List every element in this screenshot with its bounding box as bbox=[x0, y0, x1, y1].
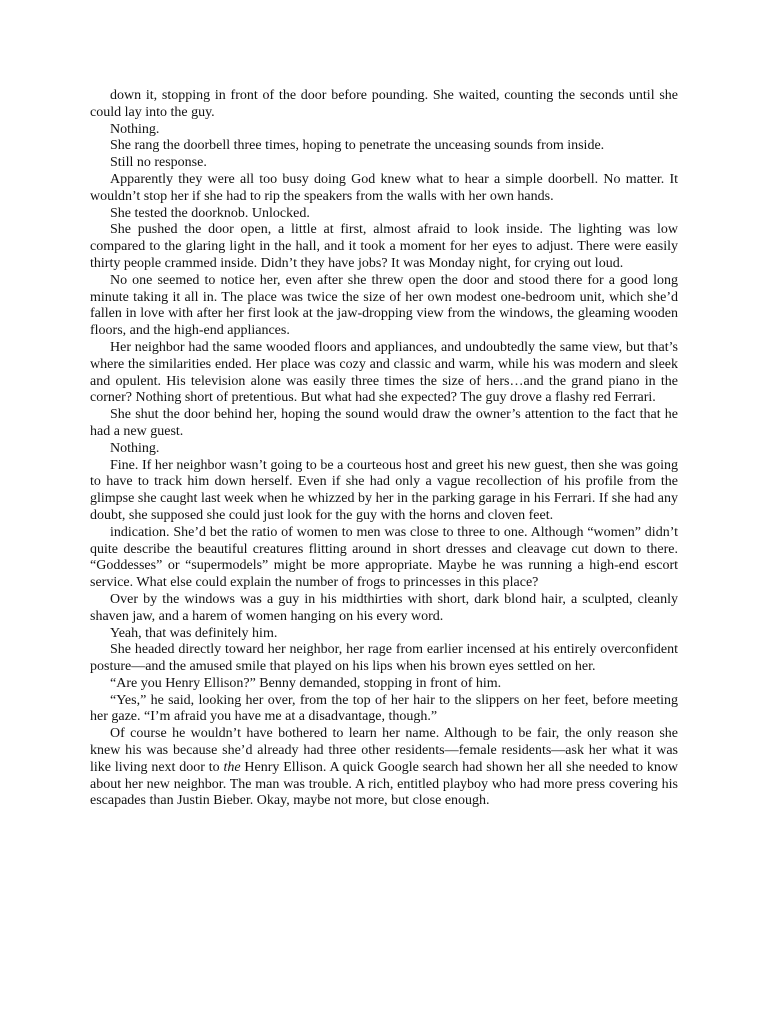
paragraph: Her neighbor had the same wooded floors and appliances, and undoubtedly the same view, but that’s where the similarities ended. Her place was cozy and classic and warm, while his was modern and sleek and opulent. His television alone was easily three times the size of hers…and the grand piano in the corner? Nothing short of pretentious. But what had she expected? The guy drove a flashy red Ferrari. bbox=[90, 339, 678, 406]
paragraph: Still no response. bbox=[110, 155, 207, 171]
paragraph: She shut the door behind her, hoping the sound would draw the owner’s attention to the fact that he had a new guest. bbox=[90, 407, 678, 439]
emphasized-word: the bbox=[223, 759, 241, 775]
paragraph: No one seemed to notice her, even after she threw open the door and stood there for a good long minute taking it all in. The place was twice the size of her own modest one-bedroom unit, which she’d fallen in love with after her first look at the jaw-dropping view from the windows, the gleaming wooden floors, and the high-end appliances. bbox=[90, 272, 678, 339]
paragraph-last bbox=[90, 726, 678, 810]
paragraph: “Yes,” he said, looking her over, from the top of her hair to the slippers on her feet, before meeting her gaze. “I’m afraid you have me at a disadvantage, though.” bbox=[90, 692, 678, 725]
paragraph: “Are you Henry Ellison?” Benny demanded, stopping in front of him. bbox=[110, 675, 502, 691]
paragraph: She headed directly toward her neighbor, her rage from earlier incensed at his entirely overconfident posture—and the amused smile that played on his lips when his brown eyes settled on her. bbox=[90, 642, 678, 675]
paragraph: She rang the doorbell three times, hoping to penetrate the unceasing sounds from inside. bbox=[110, 138, 605, 154]
paragraph: She tested the doorknob. Unlocked. bbox=[110, 205, 310, 221]
paragraph: Yeah, that was definitely him. bbox=[110, 625, 278, 641]
paragraph: indication. She’d bet the ratio of women to men was close to three to one. Although “women” didn’t quite describe the beautiful creatures flitting around in short dresses and cleavage cut down to there. “Goddesses” or “supermodels” might be more appropriate. Maybe he was running a high-end escort service. What else could explain the number of frogs to princesses in this place? bbox=[90, 524, 678, 591]
document-page bbox=[90, 88, 678, 810]
paragraph-text: Of course he wouldn’t have bothered to learn her name. Although to be fair, the only reason she knew his was because she’d already had three other residents—female residents—ask her what it was like living next door to bbox=[90, 726, 678, 775]
paragraph: Fine. If her neighbor wasn’t going to be a courteous host and greet his new guest, then she was going to have to track him down herself. Even if she had only a vague recollection of his profile from the glimpse she caught last week when he whizzed by her in the parking garage in his Ferrari. If she had any doubt, she supposed she could just look for the guy with the horns and cloven feet. bbox=[90, 457, 678, 523]
paragraph: down it, stopping in front of the door before pounding. She waited, counting the seconds until she could lay into the guy. bbox=[90, 88, 678, 120]
paragraph: Nothing. bbox=[110, 121, 160, 137]
paragraph: She pushed the door open, a little at first, almost afraid to look inside. The lighting was low compared to the glaring light in the hall, and it took a moment for her eyes to adjust. There were easily thirty people crammed inside. Didn’t they have jobs? It was Monday night, for crying out loud. bbox=[90, 222, 678, 271]
paragraph: Over by the windows was a guy in his midthirties with short, dark blond hair, a sculpted, cleanly shaven jaw, and a harem of women hanging on his every word. bbox=[90, 591, 678, 624]
paragraph: Nothing. bbox=[110, 440, 160, 456]
paragraph-text: Henry Ellison. A quick Google search had shown her all she needed to know about her new neighbor. The man was trouble. A rich, entitled playboy who had more press covering his escapades than Justin Bieber. Okay, maybe not more, but close enough. bbox=[90, 759, 678, 809]
paragraph: Apparently they were all too busy doing God knew what to hear a simple doorbell. No matter. It wouldn’t stop her if she had to rip the speakers from the walls with her own hands. bbox=[90, 171, 678, 204]
